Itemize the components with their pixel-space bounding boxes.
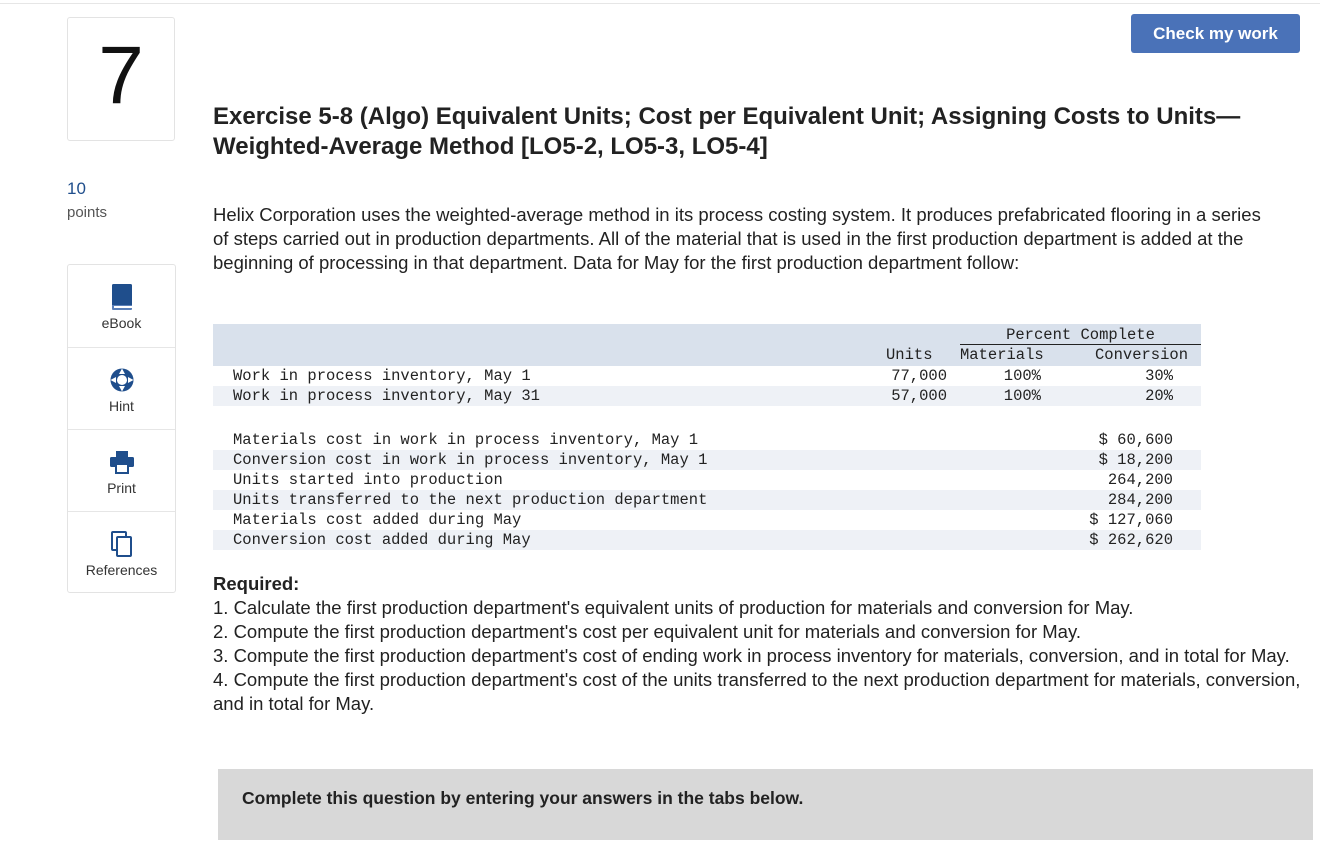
table-row — [213, 386, 1201, 406]
instruction-text: Complete this question by entering your answers in the tabs below. — [242, 788, 804, 808]
exercise-intro: Helix Corporation uses the weighted-average method in its process costing system. It produces prefabricated flooring in a series of steps carried out in production departments. All of the material that is used in the first production department is added at the beginning of processing in that department. Data for May for the first production department follow: — [213, 204, 1261, 273]
row-conversion: 20% — [1145, 387, 1173, 405]
printer-icon — [108, 448, 136, 476]
required-item-4: 4. Compute the first production department's cost of the units transferred to the next production department for materials, conversion, and in total for May. — [213, 669, 1301, 714]
units-column-header: Units — [886, 346, 933, 364]
table-row — [213, 470, 1201, 490]
row-value: $ 127,060 — [1089, 511, 1173, 529]
required-section — [213, 572, 1303, 716]
table-spacer — [213, 406, 1201, 430]
row-label: Units started into production — [233, 471, 503, 489]
table-row — [213, 430, 1201, 450]
row-label: Materials cost in work in process inventory, May 1 — [233, 431, 699, 449]
required-item-2: 2. Compute the first production department's cost per equivalent unit for materials and conversion for May. — [213, 621, 1081, 642]
row-value: $ 60,600 — [1098, 431, 1173, 449]
row-label: Conversion cost in work in process inventory, May 1 — [233, 451, 708, 469]
table-row — [213, 366, 1201, 386]
references-button[interactable] — [68, 511, 175, 593]
print-label: Print — [107, 480, 136, 496]
points-label: points — [67, 204, 108, 221]
lifebuoy-icon — [108, 366, 136, 394]
print-button[interactable] — [68, 429, 175, 511]
hint-label: Hint — [109, 398, 134, 414]
percent-complete-header: Percent Complete — [960, 326, 1201, 345]
top-divider — [0, 3, 1320, 4]
row-label: Work in process inventory, May 31 — [233, 387, 540, 405]
instruction-banner — [218, 769, 1313, 840]
materials-column-header: Materials — [960, 346, 1044, 364]
question-number-box — [67, 17, 175, 141]
table-row — [213, 530, 1201, 550]
table-row — [213, 510, 1201, 530]
exercise-title: Exercise 5-8 (Algo) Equivalent Units; Cost per Equivalent Unit; Assigning Costs to Units—Weighted-Average Method [LO5-2, LO5-3, LO5-4] — [213, 103, 1241, 160]
table-row — [213, 490, 1201, 510]
row-materials: 100% — [1003, 367, 1041, 385]
required-item-1: 1. Calculate the first production department's equivalent units of production for materials and conversion for May. — [213, 597, 1134, 618]
book-icon — [108, 283, 136, 311]
required-item-3: 3. Compute the first production department's cost of ending work in process inventory for materials, conversion, and in total for May. — [213, 645, 1290, 666]
row-value: $ 18,200 — [1098, 451, 1173, 469]
check-my-work-button[interactable]: Check my work — [1131, 14, 1300, 53]
tools-panel — [67, 264, 176, 593]
required-title: Required: — [213, 573, 300, 594]
row-value: $ 262,620 — [1089, 531, 1173, 549]
row-value: 264,200 — [1107, 471, 1173, 489]
conversion-column-header: Conversion — [1095, 346, 1189, 364]
row-label: Units transferred to the next production department — [233, 491, 708, 509]
row-units: 77,000 — [891, 367, 947, 385]
row-value: 284,200 — [1107, 491, 1173, 509]
row-materials: 100% — [1003, 387, 1041, 405]
points-value: 10 — [67, 179, 86, 198]
table-header — [213, 324, 1201, 366]
row-label: Materials cost added during May — [233, 511, 522, 529]
hint-button[interactable] — [68, 347, 175, 429]
table-row — [213, 450, 1201, 470]
ebook-label: eBook — [101, 315, 142, 331]
row-label: Work in process inventory, May 1 — [233, 367, 531, 385]
data-table — [213, 324, 1201, 550]
question-number: 7 — [98, 30, 144, 121]
references-label: References — [85, 562, 158, 578]
row-conversion: 30% — [1145, 367, 1173, 385]
row-label: Conversion cost added during May — [233, 531, 531, 549]
ebook-button[interactable] — [68, 265, 175, 347]
copy-pages-icon — [108, 530, 136, 558]
row-units: 57,000 — [891, 387, 947, 405]
